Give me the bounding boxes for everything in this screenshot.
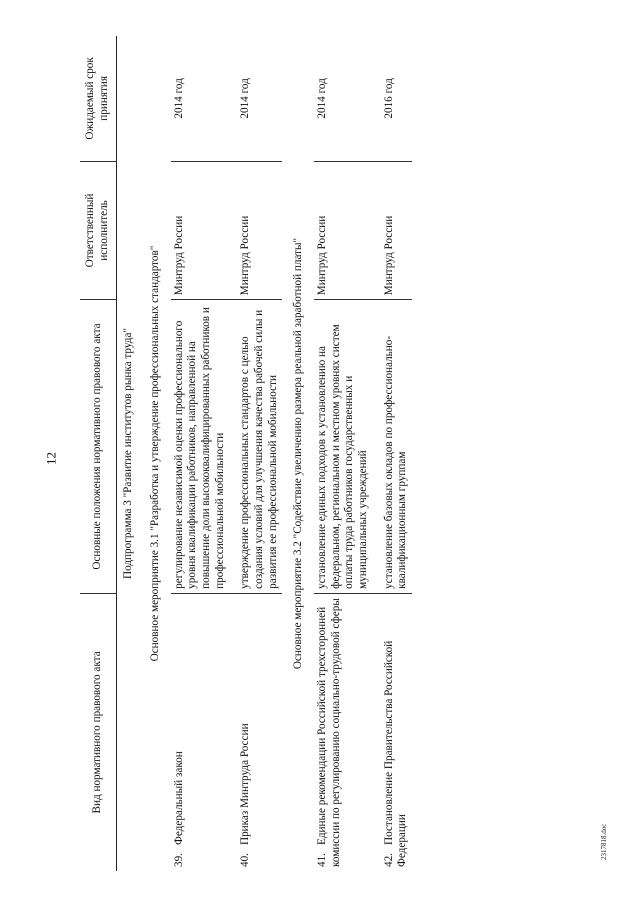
executor-cell: Минтруд России [314,161,373,300]
provisions-cell: установление единых подходов к установлению на федеральном, региональном и местном уровнях систем оплаты труда работников государственных и муниципальных учреждений [314,300,373,594]
footer-filename: 2317818.doc [600,823,608,860]
row-number: 40. [239,853,252,867]
act-cell [171,593,230,871]
act-cell [229,593,282,871]
provisions-cell: утверждение профессиональных стандартов с целью создания условий для улучшения качества рабочей силы и развития ее профессиональной мобильности [229,300,282,594]
act-cell [314,593,373,871]
table-header-row [80,36,117,871]
subprogram-row [117,36,144,871]
executor-cell: Минтруд России [229,161,282,300]
act-type: Федеральный закон [172,751,185,845]
page-number: 12 [43,452,59,465]
table-row [229,36,282,871]
header-term: Ожидаемый срок принятия [80,36,117,161]
table-row [171,36,230,871]
header-executor: Ответственный исполнитель [80,161,117,300]
measure-row [282,36,314,871]
row-number: 41. [315,853,328,867]
measure-row [144,36,171,871]
table-row [314,36,373,871]
subprogram-title: Подпрограмма 3 "Развитие институтов рынка труда" [122,328,135,579]
term-cell: 2014 год [229,36,282,161]
executor-cell: Минтруд России [373,161,412,300]
header-provisions: Основные положения нормативного правового акта [80,300,117,594]
row-number: 39. [172,853,185,867]
table-row [373,36,412,871]
measure-3-1-title: Основное мероприятие 3.1 "Разработка и утверждение профессиональных стандартов" [148,245,161,662]
term-cell: 2014 год [314,36,373,161]
row-number: 42. [382,853,395,867]
provisions-cell: регулирование независимой оценки профессионального уровня квалификации работников, направленной на повышение доли высококвалифицированных работников и профессиональной мобильности [171,300,230,594]
act-type: Постановление Правительства Российской Федерации [382,640,409,867]
act-type: Приказ Минтруда России [239,723,252,845]
executor-cell: Минтруд России [171,161,230,300]
term-cell: 2016 год [373,36,412,161]
provisions-cell: установление базовых окладов по профессионально-квалификационным группам [373,300,412,594]
rotated-table-region [80,36,560,871]
term-cell: 2014 год [171,36,230,161]
act-type: Единые рекомендации Российской трехсторонней комиссии по регулированию социально-трудовой сферы [315,598,342,867]
header-act-type: Вид нормативного правового акта [80,593,117,871]
measure-3-2-title: Основное мероприятие 3.2 "Содействие увеличению размера реальной заработной платы" [292,237,305,670]
act-cell [373,593,412,871]
acts-table [80,36,412,871]
